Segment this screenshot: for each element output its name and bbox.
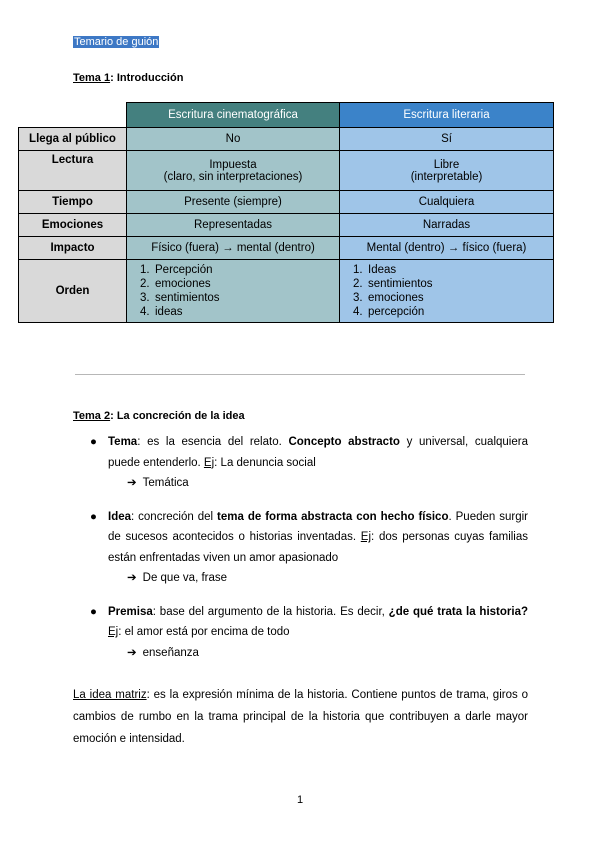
table-row [19,237,554,260]
cine-cell: No [127,128,340,151]
bullet-dot-icon: ● [90,436,97,448]
list-item: 3. emociones [353,292,424,304]
section-heading-tema-2 [73,410,245,422]
bullet-dot-icon: ● [90,510,97,523]
list-item: 1. Percepción [140,264,213,276]
list-item: 1. Ideas [353,264,397,276]
row-label: Llega al público [19,128,127,151]
lit-cell [340,260,554,323]
list-item: 3. sentimientos [140,292,220,304]
tema-1-separator: : [110,72,114,84]
header-escritura-literaria: Escritura literaria [340,103,554,128]
concepts-list [90,432,528,676]
table-header-row [19,103,554,128]
idea-matriz-paragraph [73,684,528,750]
page-number: 1 [296,794,304,806]
comparison-table [18,102,554,323]
paragraph-lead: La idea matriz [73,689,147,701]
document-title: Temario de guión [74,36,159,48]
list-item: 2. sentimientos [353,278,433,290]
cine-cell [127,260,340,323]
lit-cell: Sí [340,128,554,151]
list-item: 4. percepción [353,306,425,318]
header-escritura-cinematografica: Escritura cinematográfica [127,103,340,128]
cine-cell-line: Impuesta [209,158,257,171]
list-item-tema: ● Tema: es la esencia del relato. Concepto abstracto y universal, cualquiera puede entenderlo. Ej: La denuncia social ➔ Temática [90,432,528,494]
table-row [19,151,554,191]
arrow-note: ➔ enseñanza [127,646,199,659]
lit-cell-line: Libre [433,158,460,171]
table-row [19,191,554,214]
horizontal-divider [75,374,525,375]
cine-cell: Representadas [127,214,340,237]
table-row [19,214,554,237]
lit-cell-line: (interpretable) [410,170,483,183]
arrow-note: ➔ De que va, frase [127,572,228,584]
arrow-note: ➔ Temática [127,477,189,489]
table-row [19,128,554,151]
lit-order-list [344,263,549,319]
list-item: 4. ideas [140,306,183,318]
term: Tema [108,436,138,448]
list-item-idea: ● Idea: concreción del tema de forma abstracta con hecho físico. Pueden surgir de sucesos acontecidos o historias inventadas. Ej: dos personas cuyas familias están enfrentadas viven un amor apasionado ➔ De que va, frase [90,507,528,589]
cine-cell: Presente (siempre) [127,191,340,214]
lit-cell: Mental (dentro) → físico (fuera) [340,237,554,260]
table-row [19,260,554,323]
cine-cell: Físico (fuera) → mental (dentro) [127,237,340,260]
arrow-right-icon: ➔ [127,477,137,489]
table-corner [19,103,127,128]
cine-cell-line: (claro, sin interpretaciones) [163,170,303,183]
tema-2-title: La concreción de la idea [113,410,245,422]
list-item-premisa: ● Premisa: base del argumento de la historia. Es decir, ¿de qué trata la historia? Ej: el amor está por encima de todo ➔ enseñanza [90,602,528,664]
cine-order-list [131,263,335,319]
tema-2-separator: : [110,410,114,422]
tema-2-label: Tema 2 [73,410,111,422]
paragraph-body: : es la expresión mínima de la historia. Contiene puntos de trama, giros o cambios de rumbo en la trama principal de la historia que contribuyen a darle mayor emoción e intensidad. [73,689,528,745]
tema-1-label: Tema 1 [73,72,111,84]
row-label: Impacto [19,237,127,260]
term: Idea [108,510,132,523]
section-heading-tema-1 [73,72,183,84]
row-label: Tiempo [19,191,127,214]
lit-cell: Narradas [340,214,554,237]
term: Premisa [108,605,153,618]
row-label: Lectura [19,151,127,191]
lit-cell: Cualquiera [340,191,554,214]
row-label: Orden [19,260,127,323]
row-label: Emociones [19,214,127,237]
list-item: 2. emociones [140,278,211,290]
bullet-dot-icon: ● [90,605,97,618]
tema-1-title: Introducción [113,72,184,84]
arrow-right-icon: ➔ [127,572,137,584]
cine-cell [127,151,340,191]
arrow-right-icon: ➔ [127,646,137,659]
lit-cell [340,151,554,191]
